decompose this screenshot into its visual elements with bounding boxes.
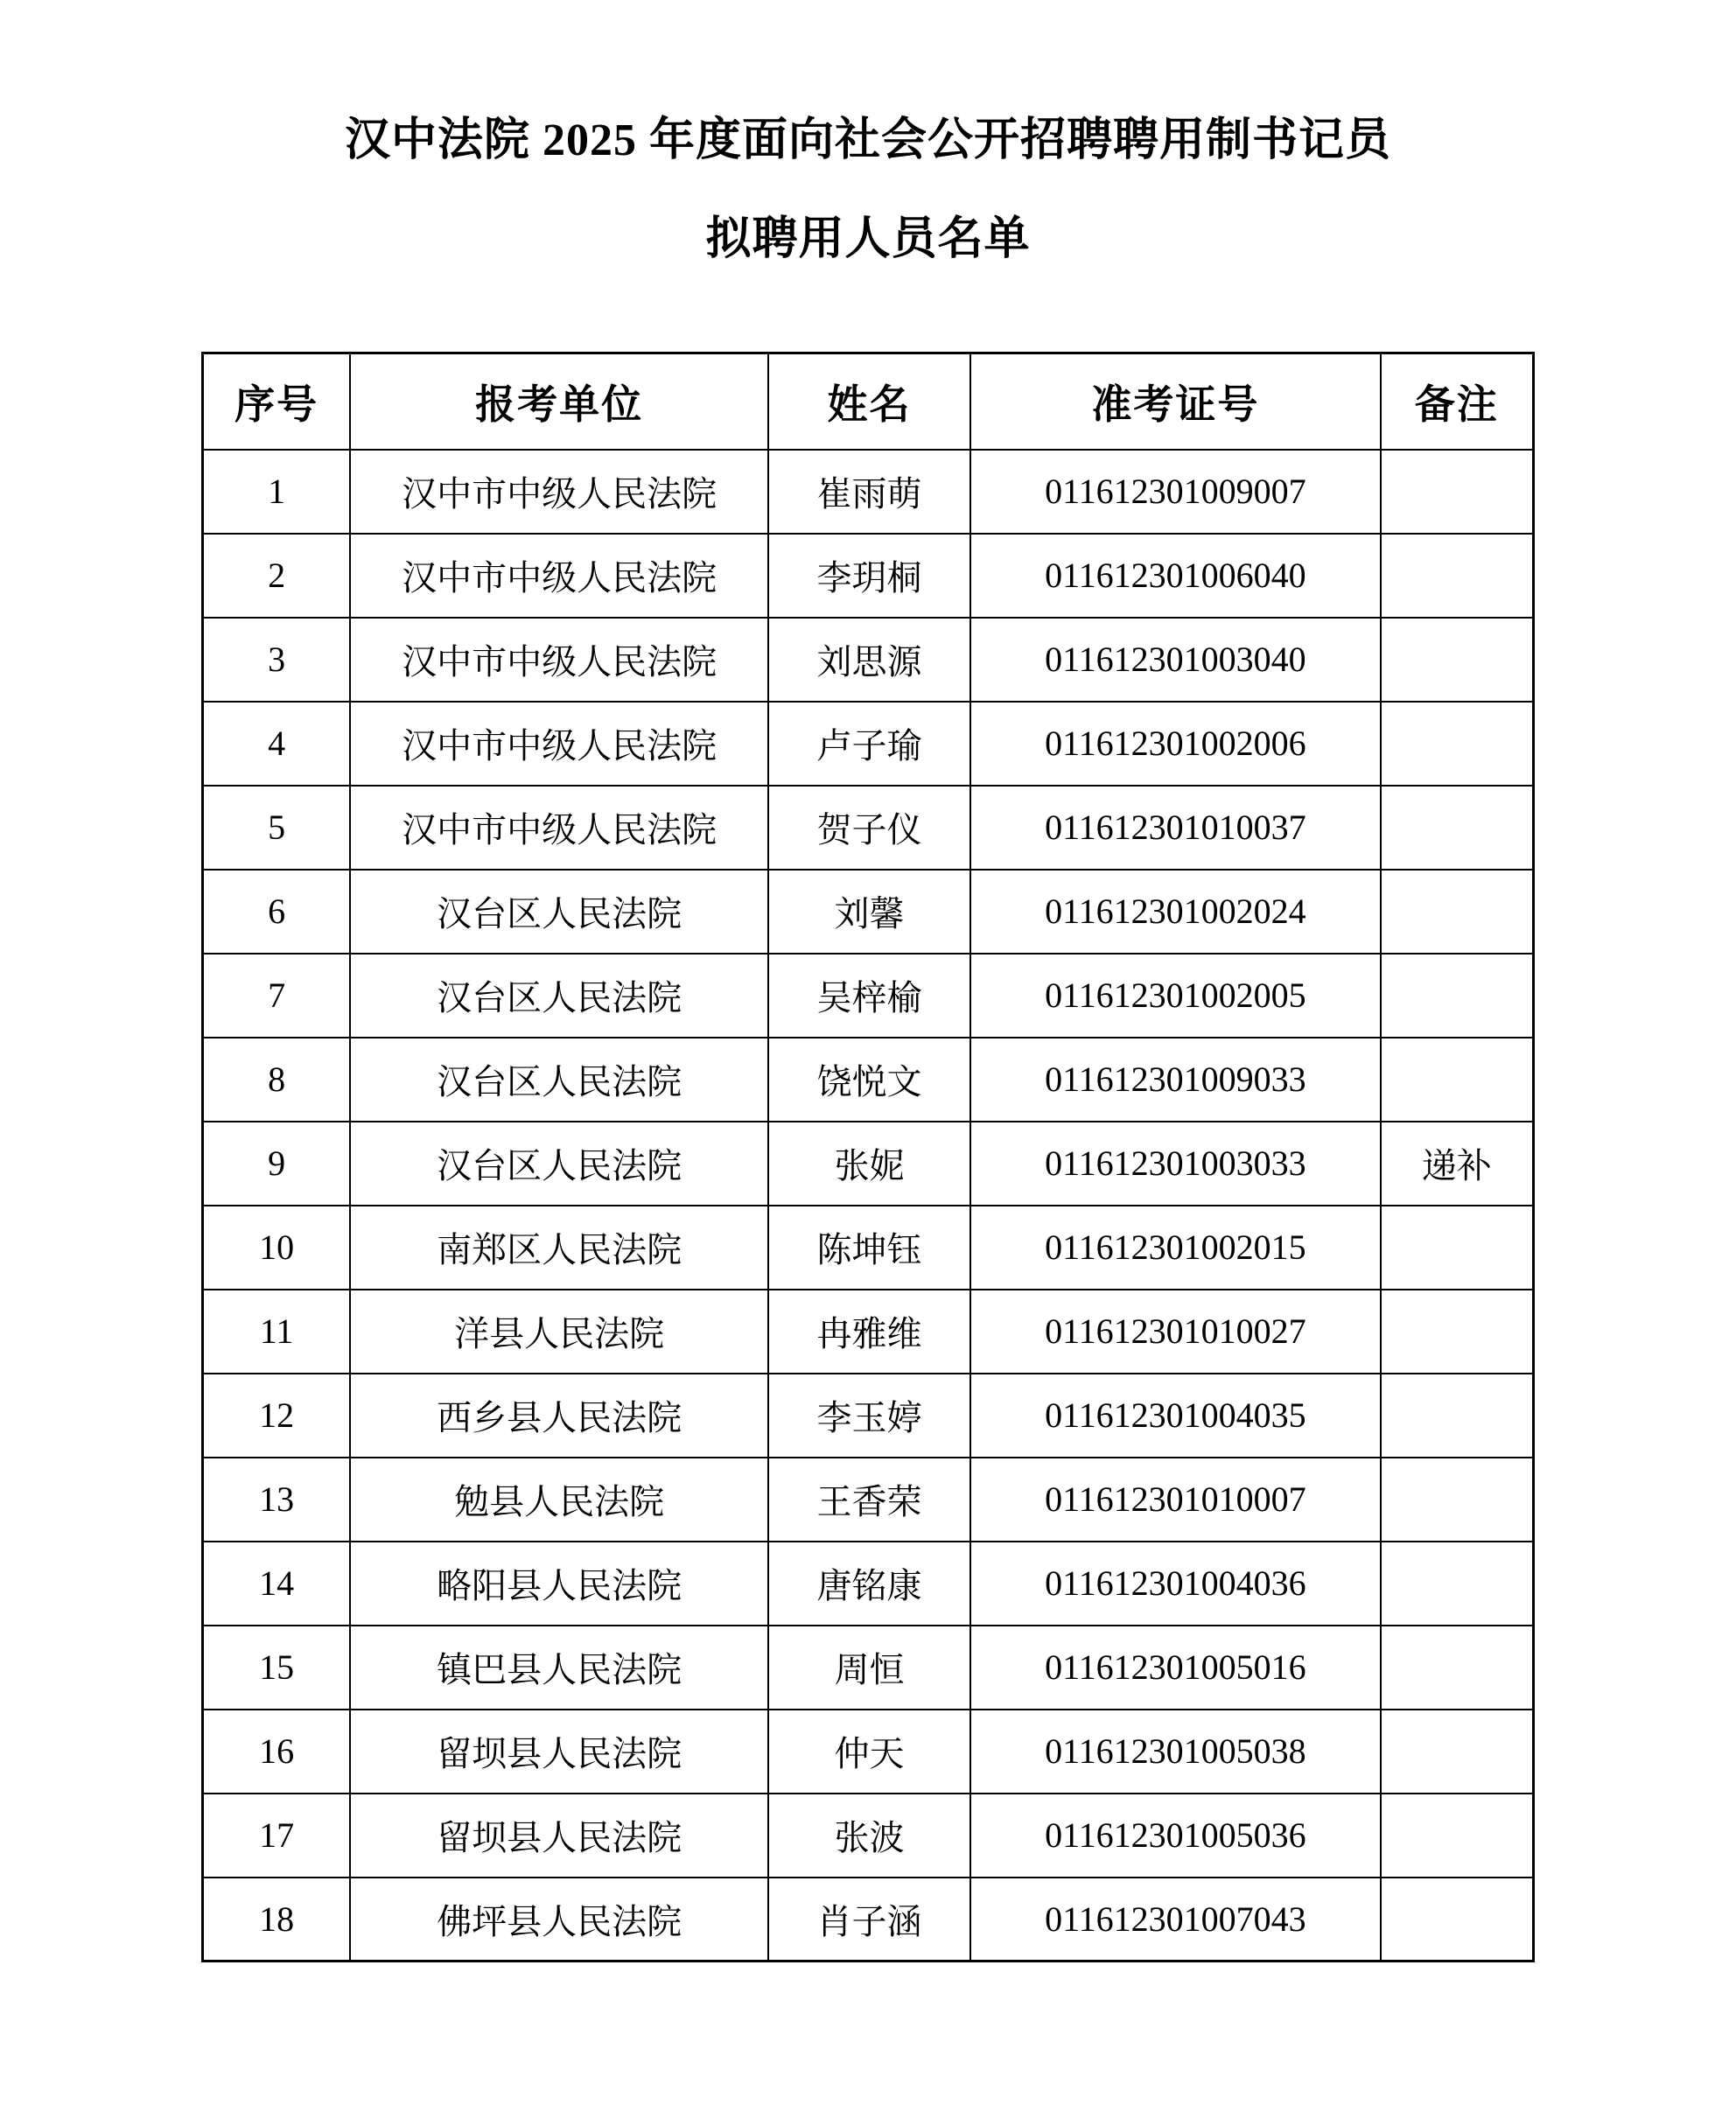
cell-name: 卢子瑜 (768, 702, 970, 786)
table-row (203, 618, 1534, 702)
cell-ticket-number: 011612301005036 (970, 1794, 1380, 1878)
cell-remark (1381, 1458, 1534, 1542)
cell-remark: 递补 (1381, 1122, 1534, 1206)
cell-serial-number: 6 (203, 870, 351, 954)
cell-serial-number: 9 (203, 1122, 351, 1206)
cell-applied-unit: 洋县人民法院 (350, 1290, 768, 1374)
cell-ticket-number: 011612301007043 (970, 1878, 1380, 1962)
table-row (203, 954, 1534, 1038)
cell-name: 肖子涵 (768, 1878, 970, 1962)
hire-list-table (201, 352, 1535, 1962)
cell-serial-number: 7 (203, 954, 351, 1038)
cell-serial-number: 4 (203, 702, 351, 786)
cell-remark (1381, 1374, 1534, 1458)
cell-serial-number: 17 (203, 1794, 351, 1878)
cell-remark (1381, 1710, 1534, 1794)
cell-ticket-number: 011612301005016 (970, 1626, 1380, 1710)
cell-applied-unit: 勉县人民法院 (350, 1458, 768, 1542)
cell-ticket-number: 011612301010027 (970, 1290, 1380, 1374)
cell-serial-number: 12 (203, 1374, 351, 1458)
document-title-line1: 汉中法院 2025 年度面向社会公开招聘聘用制书记员 (344, 115, 1391, 165)
cell-name: 李玥桐 (768, 534, 970, 618)
cell-serial-number: 8 (203, 1038, 351, 1122)
cell-remark (1381, 1626, 1534, 1710)
cell-serial-number: 13 (203, 1458, 351, 1542)
cell-applied-unit: 佛坪县人民法院 (350, 1878, 768, 1962)
cell-ticket-number: 011612301004035 (970, 1374, 1380, 1458)
cell-remark (1381, 702, 1534, 786)
cell-serial-number: 15 (203, 1626, 351, 1710)
cell-ticket-number: 011612301003033 (970, 1122, 1380, 1206)
table-row (203, 1122, 1534, 1206)
cell-remark (1381, 1290, 1534, 1374)
table-row (203, 786, 1534, 870)
header-name: 姓名 (768, 353, 970, 450)
cell-serial-number: 11 (203, 1290, 351, 1374)
cell-remark (1381, 1038, 1534, 1122)
cell-name: 李玉婷 (768, 1374, 970, 1458)
table-row (203, 1794, 1534, 1878)
cell-name: 周恒 (768, 1626, 970, 1710)
table-row (203, 534, 1534, 618)
header-remark: 备注 (1381, 353, 1534, 450)
cell-applied-unit: 汉台区人民法院 (350, 1122, 768, 1206)
table-row (203, 1626, 1534, 1710)
document-title-line2: 拟聘用人员名单 (705, 214, 1031, 264)
header-applied-unit: 报考单位 (350, 353, 768, 450)
cell-name: 贺子仪 (768, 786, 970, 870)
cell-applied-unit: 汉中市中级人民法院 (350, 534, 768, 618)
cell-remark (1381, 618, 1534, 702)
cell-name: 冉雅维 (768, 1290, 970, 1374)
cell-ticket-number: 011612301002006 (970, 702, 1380, 786)
cell-ticket-number: 011612301002015 (970, 1206, 1380, 1290)
cell-serial-number: 18 (203, 1878, 351, 1962)
cell-serial-number: 14 (203, 1542, 351, 1626)
table-header (203, 353, 1534, 450)
table-row (203, 1374, 1534, 1458)
cell-name: 唐铭康 (768, 1542, 970, 1626)
cell-applied-unit: 西乡县人民法院 (350, 1374, 768, 1458)
cell-name: 陈坤钰 (768, 1206, 970, 1290)
cell-name: 刘思源 (768, 618, 970, 702)
cell-name: 张妮 (768, 1122, 970, 1206)
cell-ticket-number: 011612301003040 (970, 618, 1380, 702)
cell-applied-unit: 汉台区人民法院 (350, 954, 768, 1038)
table-body (203, 450, 1534, 1962)
cell-remark (1381, 954, 1534, 1038)
cell-name: 刘馨 (768, 870, 970, 954)
cell-ticket-number: 011612301010037 (970, 786, 1380, 870)
table-row (203, 1290, 1534, 1374)
cell-ticket-number: 011612301002005 (970, 954, 1380, 1038)
cell-serial-number: 5 (203, 786, 351, 870)
table-row (203, 1542, 1534, 1626)
cell-applied-unit: 留坝县人民法院 (350, 1794, 768, 1878)
cell-serial-number: 1 (203, 450, 351, 534)
cell-ticket-number: 011612301010007 (970, 1458, 1380, 1542)
cell-name: 张波 (768, 1794, 970, 1878)
cell-remark (1381, 1878, 1534, 1962)
cell-ticket-number: 011612301005038 (970, 1710, 1380, 1794)
table-row (203, 870, 1534, 954)
cell-applied-unit: 汉台区人民法院 (350, 1038, 768, 1122)
cell-name: 饶悦文 (768, 1038, 970, 1122)
cell-applied-unit: 汉中市中级人民法院 (350, 702, 768, 786)
cell-applied-unit: 汉中市中级人民法院 (350, 786, 768, 870)
cell-ticket-number: 011612301004036 (970, 1542, 1380, 1626)
cell-applied-unit: 汉台区人民法院 (350, 870, 768, 954)
cell-serial-number: 2 (203, 534, 351, 618)
cell-ticket-number: 011612301009007 (970, 450, 1380, 534)
cell-ticket-number: 011612301002024 (970, 870, 1380, 954)
cell-ticket-number: 011612301009033 (970, 1038, 1380, 1122)
table-row (203, 1206, 1534, 1290)
cell-name: 仲天 (768, 1710, 970, 1794)
cell-remark (1381, 1794, 1534, 1878)
cell-applied-unit: 留坝县人民法院 (350, 1710, 768, 1794)
cell-serial-number: 10 (203, 1206, 351, 1290)
cell-serial-number: 16 (203, 1710, 351, 1794)
table-row (203, 1038, 1534, 1122)
cell-remark (1381, 1542, 1534, 1626)
cell-serial-number: 3 (203, 618, 351, 702)
cell-applied-unit: 镇巴县人民法院 (350, 1626, 768, 1710)
table-row (203, 702, 1534, 786)
cell-remark (1381, 450, 1534, 534)
table-row (203, 1878, 1534, 1962)
header-ticket-number: 准考证号 (970, 353, 1380, 450)
cell-remark (1381, 786, 1534, 870)
cell-remark (1381, 534, 1534, 618)
table-row (203, 1458, 1534, 1542)
cell-name: 崔雨萌 (768, 450, 970, 534)
table-header-row (203, 353, 1534, 450)
cell-applied-unit: 略阳县人民法院 (350, 1542, 768, 1626)
cell-name: 吴梓榆 (768, 954, 970, 1038)
cell-applied-unit: 汉中市中级人民法院 (350, 618, 768, 702)
header-serial-number: 序号 (203, 353, 351, 450)
table-row (203, 1710, 1534, 1794)
cell-remark (1381, 1206, 1534, 1290)
table-row (203, 450, 1534, 534)
cell-applied-unit: 汉中市中级人民法院 (350, 450, 768, 534)
cell-ticket-number: 011612301006040 (970, 534, 1380, 618)
cell-applied-unit: 南郑区人民法院 (350, 1206, 768, 1290)
cell-remark (1381, 870, 1534, 954)
cell-name: 王香荣 (768, 1458, 970, 1542)
